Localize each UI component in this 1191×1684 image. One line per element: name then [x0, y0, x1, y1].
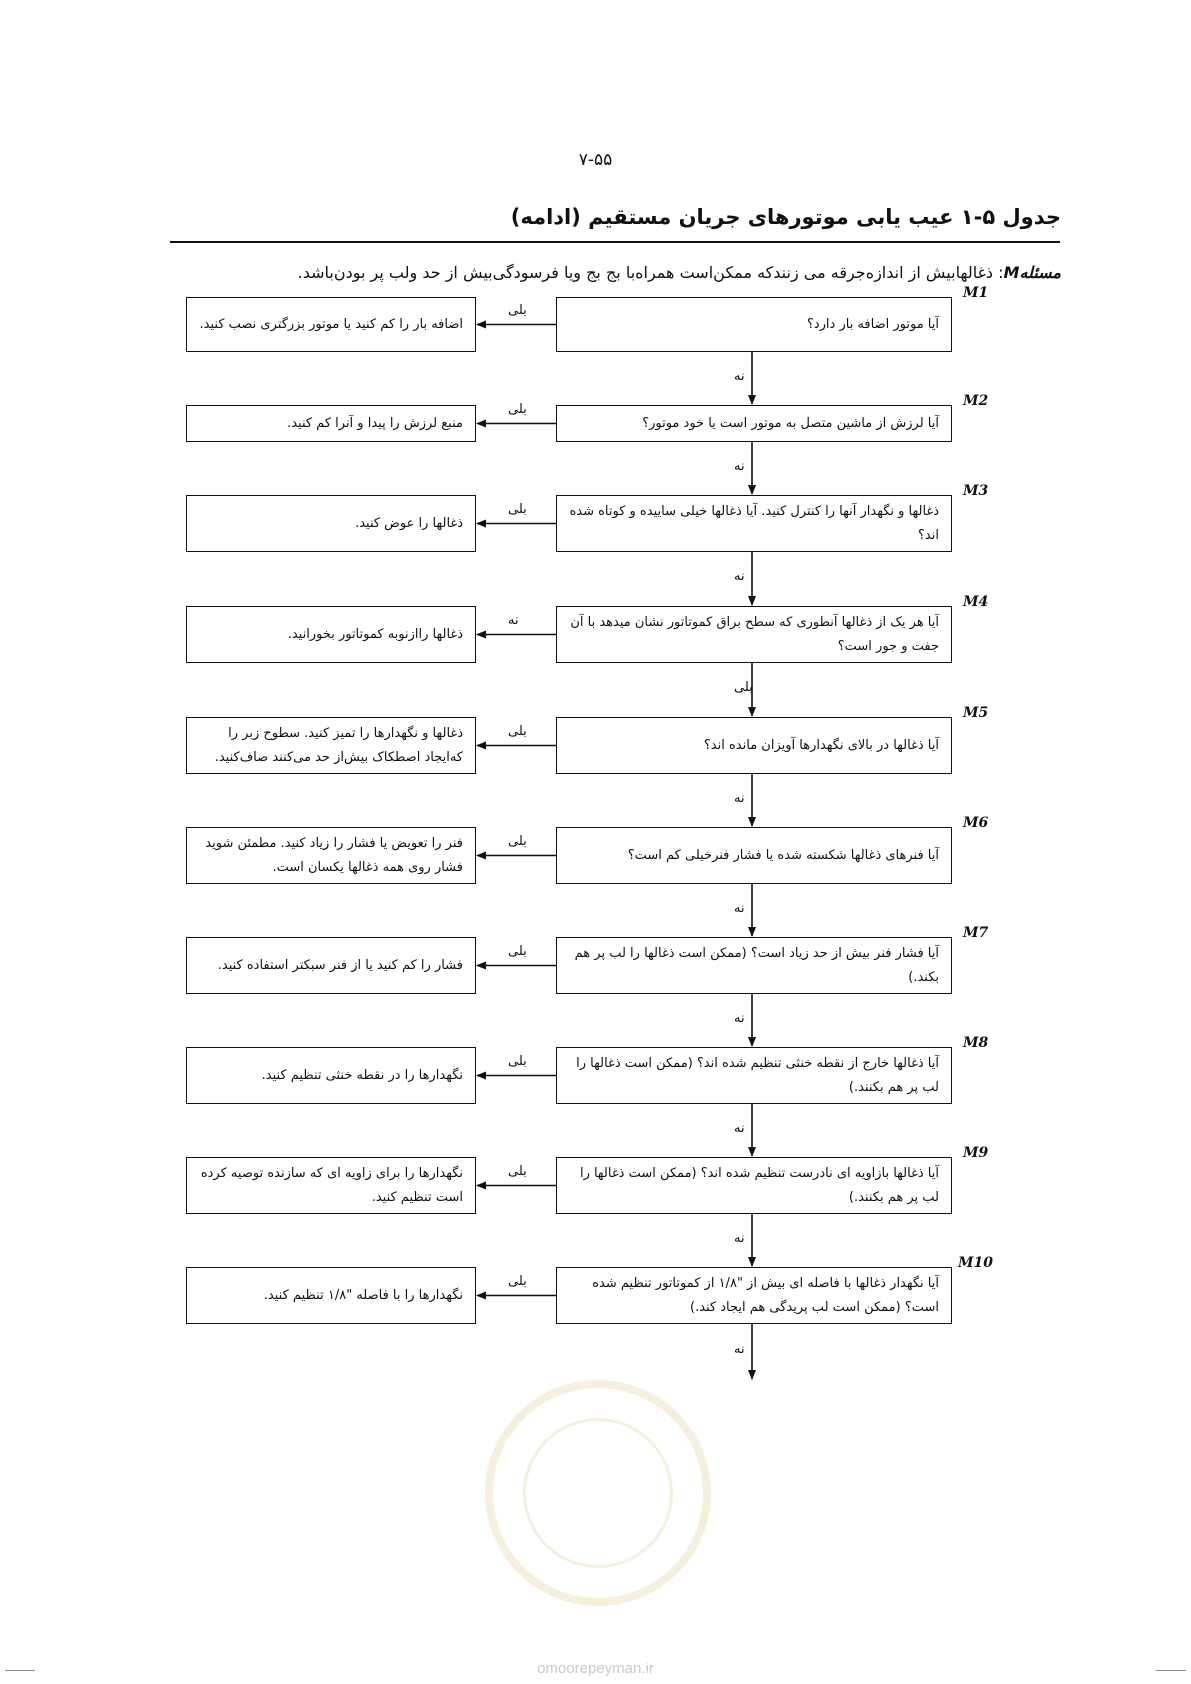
branch-label-2: بلی [508, 401, 527, 417]
question-box-4 [556, 606, 952, 663]
corner-mark-right [1156, 1670, 1186, 1671]
corner-mark-left [5, 1670, 35, 1671]
branch-label-8: بلی [508, 1053, 527, 1069]
footer-url: omoorepeyman.ir [537, 1660, 654, 1677]
question-text-3: ذغالها و نگهدار آنها را کنترل کنید. آیا ذغالها خیلی ساییده و کوتاه شده اند؟ [569, 503, 939, 543]
question-box-7 [556, 937, 952, 994]
action-box-8 [186, 1047, 476, 1104]
action-box-6 [186, 827, 476, 884]
action-box-2 [186, 405, 476, 442]
question-box-8 [556, 1047, 952, 1104]
branch-label-3: بلی [508, 501, 527, 517]
action-text-9: نگهدارها را برای زاویه ای که سازنده توصیه کرده است تنظیم کنید. [200, 1165, 463, 1205]
action-text-7: فشار را کم کنید یا از فنر سبکتر استفاده کنید. [217, 957, 463, 973]
action-box-9 [186, 1157, 476, 1214]
branch-label-7: بلی [508, 943, 527, 959]
action-text-3: ذغالها را عوض کنید. [355, 515, 463, 531]
question-box-10 [556, 1267, 952, 1324]
next-label-9: نه [734, 1230, 745, 1246]
question-text-10: آیا نگهدار ذغالها با فاصله ای بیش از "۱/۸ از کموتاتور تنظیم شده است؟ (ممکن است لب پریدگی هم ایجاد کند.) [592, 1275, 939, 1315]
question-box-1 [556, 297, 952, 352]
action-text-2: منبع لرزش را پیدا و آنرا کم کنید. [287, 415, 463, 431]
branch-label-10: بلی [508, 1273, 527, 1289]
step-label-10: M10 [958, 1255, 993, 1271]
next-label-3: نه [734, 569, 745, 584]
step-label-7: M7 [963, 925, 989, 941]
step-label-1: M1 [963, 285, 989, 301]
question-box-3 [556, 495, 952, 552]
step-label-6: M6 [963, 815, 989, 831]
question-text-1: آیا موتور اضافه بار دارد؟ [806, 316, 939, 332]
action-text-6: فنر را تعویض یا فشار را زیاد کنید. مطمئن شوید فشار روی همه ذغالها یکسان است. [205, 835, 463, 875]
action-box-3 [186, 495, 476, 552]
step-label-5: M5 [963, 705, 989, 721]
question-text-5: آیا ذغالها در بالای نگهدارها آویزان مانده اند؟ [703, 737, 939, 753]
branch-label-9: بلی [508, 1163, 527, 1179]
question-box-2 [556, 405, 952, 442]
next-label-8: نه [734, 1120, 745, 1136]
question-box-9 [556, 1157, 952, 1214]
page-number: ۷-۵۵ [578, 150, 613, 170]
action-text-5: ذغالها و نگهدارها را تمیز کنید. سطوح زبر را که‌ایجاد اصطکاک بیش‌از حد می‌کنند صاف‌کنید. [214, 725, 463, 765]
question-box-5 [556, 717, 952, 774]
branch-label-4: نه [508, 612, 519, 628]
branch-label-1: بلی [508, 302, 527, 318]
question-text-2: آیا لرزش از ماشین متصل به موتور است یا خود موتور؟ [642, 415, 939, 431]
next-label-2: نه [734, 458, 745, 474]
step-label-4: M4 [963, 594, 989, 610]
next-label-1: نه [734, 368, 745, 384]
table-title: جدول ۵-۱ عیب یابی موتورهای جریان مستقیم (ادامه) [510, 205, 1061, 229]
problem-prefix-word: مسئله [1019, 263, 1061, 282]
action-box-5 [186, 717, 476, 774]
action-text-8: نگهدارها را در نقطه خنثی تنظیم کنید. [261, 1067, 463, 1083]
question-text-8: آیا ذغالها خارج از نقطه خنثی تنظیم شده اند؟ (ممکن است ذغالها را لب پر هم بکنند.) [576, 1055, 939, 1095]
step-label-9: M9 [963, 1145, 989, 1161]
action-box-7 [186, 937, 476, 994]
next-label-10: نه [734, 1342, 745, 1357]
question-text-4: آیا هر یک از ذغالها آنطوری که سطح براق کموتاتور نشان میدهد با آن جفت و جور است؟ [570, 614, 939, 654]
question-text-7: آیا فشار فنر بیش از حد زیاد است؟ (ممکن است ذغالها را لب پر هم بکند.) [574, 945, 939, 985]
action-text-4: ذغالها را‌ازنوبه کموتاتور بخورانید. [287, 626, 463, 642]
action-text-10: نگهدارها را با فاصله "۱/۸ تنظیم کنید. [263, 1287, 463, 1303]
step-label-2: M2 [963, 393, 989, 409]
problem-code: M [1003, 263, 1020, 282]
step-label-3: M3 [963, 483, 989, 499]
question-text-6: آیا فنرهای ذغالها شکسته شده یا فشار فنرخیلی کم است؟ [627, 847, 939, 863]
action-box-10 [186, 1267, 476, 1324]
next-label-7: نه [734, 1010, 745, 1026]
next-label-4: بلی [734, 680, 753, 695]
next-label-5: نه [734, 790, 745, 806]
branch-label-6: بلی [508, 833, 527, 849]
action-box-4 [186, 606, 476, 663]
action-box-1 [186, 297, 476, 352]
problem-text: : ذغالهابیش از اندازه‌جرقه می زنندکه ممکن‌است همراه‌با بج بج و‌یا فرسودگی‌بیش از حد ولب پر بودن‌باشد. [297, 263, 1004, 282]
next-label-6: نه [734, 900, 745, 916]
question-box-6 [556, 827, 952, 884]
step-label-8: M8 [963, 1035, 989, 1051]
action-text-1: اضافه بار را کم کنید یا موتور بزرگتری نصب کنید. [199, 316, 463, 332]
branch-label-5: بلی [508, 723, 527, 739]
question-text-9: آیا ذغالها بازاویه ای نادرست تنظیم شده اند؟ (ممکن است ذغالها را لب پر هم بکنند.) [579, 1165, 939, 1205]
